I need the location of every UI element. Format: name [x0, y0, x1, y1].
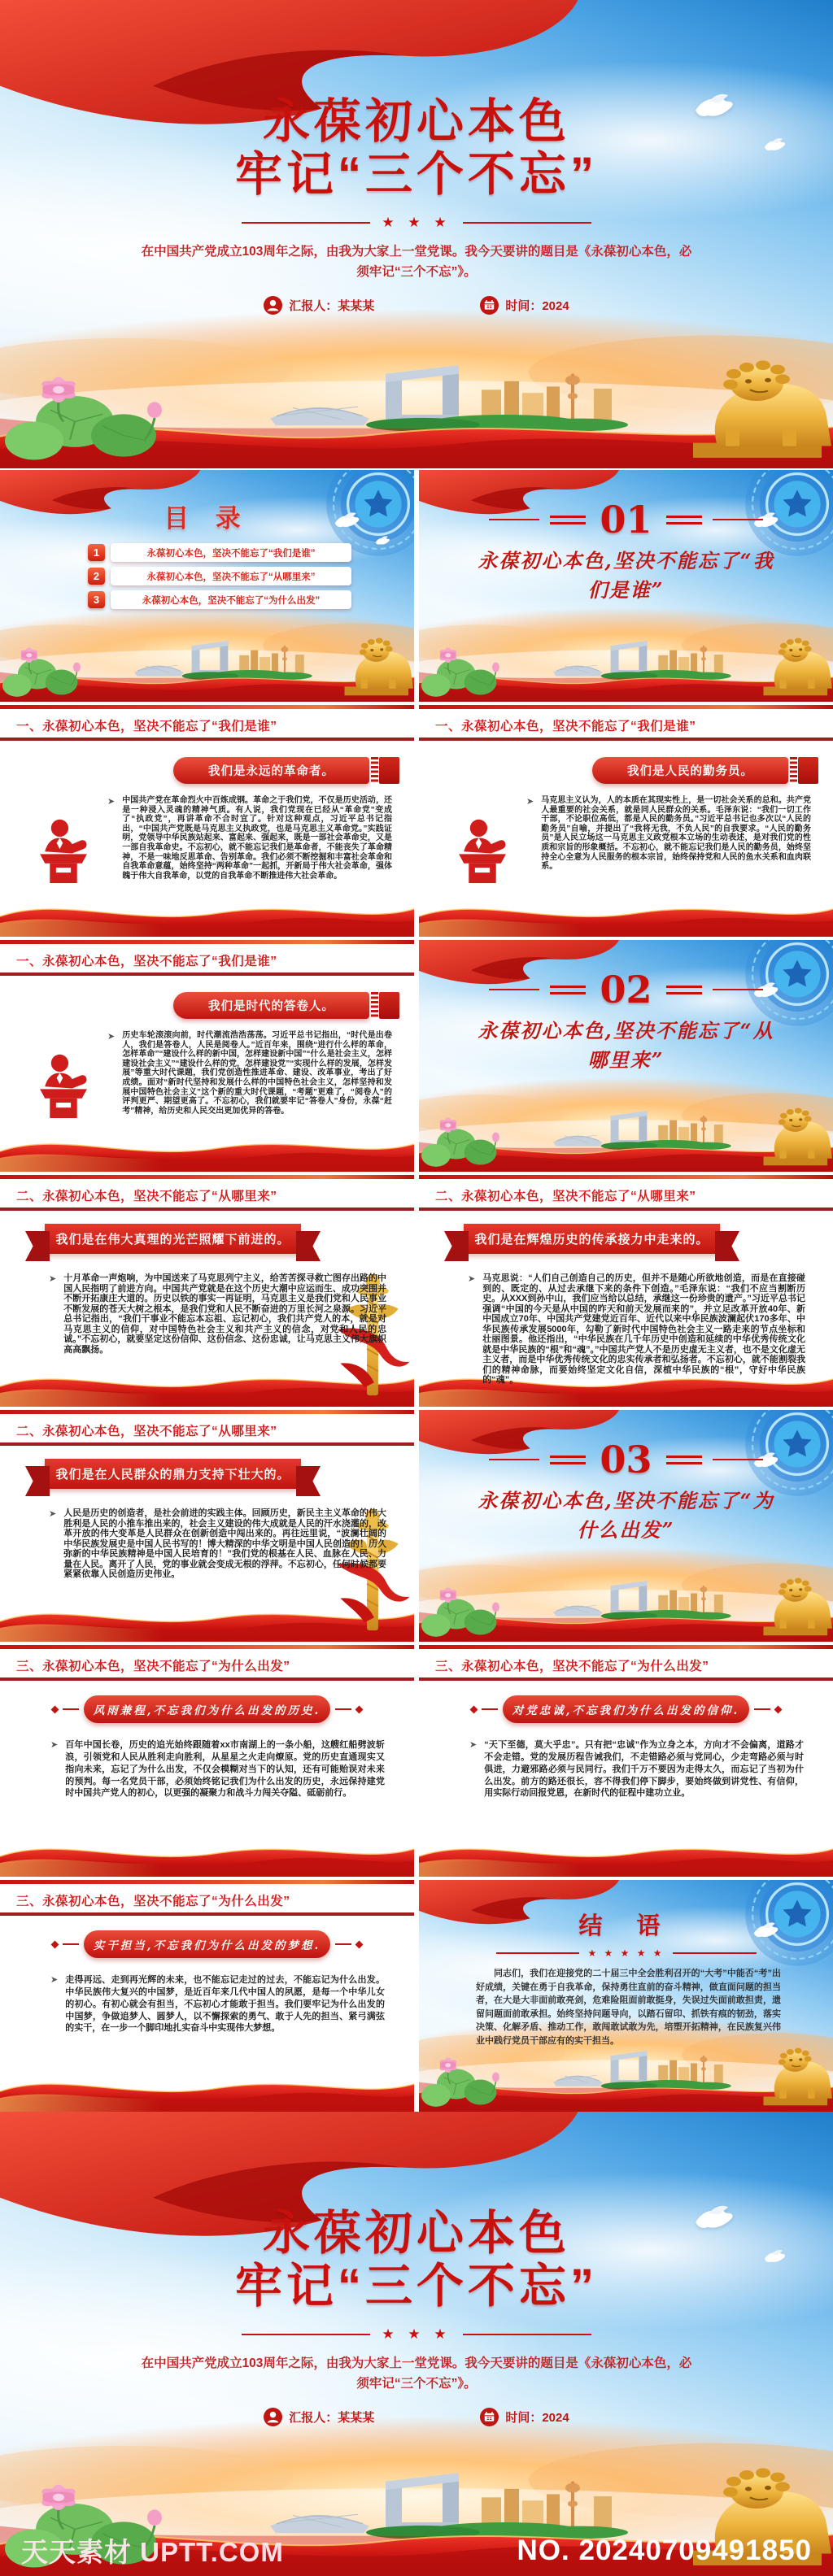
speaker-podium-icon: [33, 1044, 94, 1125]
red-silk-wave-art: [0, 888, 414, 937]
slide-content-1-2: [419, 705, 833, 937]
decor-lines: [666, 1456, 702, 1464]
section-number-row: [419, 1438, 833, 1482]
section-number-row: [419, 968, 833, 1012]
slide-cover: [0, 0, 833, 468]
time-label: 时间：2024: [505, 2410, 569, 2425]
banner-zipper-decor: [371, 992, 378, 1019]
red-silk-wave-art: [419, 1828, 833, 1877]
slide-content-2-3: [0, 1410, 414, 1642]
cover-badges: [0, 2408, 833, 2426]
slide-toc: [0, 470, 414, 702]
section-number-row: [419, 498, 833, 542]
slide-section-03: [419, 1410, 833, 1642]
decor-lines: [550, 1456, 586, 1464]
top-strip: [419, 1175, 833, 1179]
banner-label: 我们是人民的勤务员。: [592, 757, 788, 784]
banner-line-decor: [63, 1943, 79, 1945]
content-paragraph: 人民是历史的创造者，是社会前进的实践主体。回顾历史，新民主主义革命的伟大胜利是人民的小推车推出来的，社会主义建设的伟大成就是人民的汗水浇灌的，改革开放的伟大变革是人民群众在创新创造中闯出来的。再往远里说，“波澜壮阔的中华民族发展史是中国人民书写的！博大精深的中华文明是中国人民创造的！历久弥新的中华民族精神是中国人民培育的！”我们党的根基在人民、血脉在人民、力量在人民。离开了人民，党的事业就会变成无根的浮萍。不忘初心，任何时候都要紧紧依靠人民创造历史伟业。: [63, 1508, 386, 1580]
header-underline: [0, 1442, 414, 1446]
banner-tab-decor: [379, 992, 399, 1019]
slide-section-01: [419, 470, 833, 702]
section-title: [444, 1016, 809, 1075]
banner-label: 风雨兼程,不忘我们为什么出发的历史.: [84, 1695, 330, 1723]
section-title: [444, 1486, 809, 1545]
cover-divider: [242, 2326, 591, 2343]
time-badge: [480, 2408, 569, 2426]
divider-line: [673, 1952, 757, 1954]
content-paragraph: 马克思主义认为，人的本质在其现实性上，是一切社会关系的总和。共产党人最重要的社会关系，就是同人民群众的关系。毛泽东说：“我们一切工作干部，不论职位高低，都是人民的勤务员。”习近平总书记也多次以“人民的勤务员”自喻，并提出了“我将无我，不负人民”的自我要求。“人民的勤务员”是人民立场这一马克思主义政党根本立场的生动表述，是对我们党的性质和宗旨的形象概括。不忘初心，就不能忘记我们是人民的勤务员，始终坚持全心全意为人民服务的根本宗旨，始终保持党和人民的鱼水关系和血肉联系。: [541, 796, 811, 872]
cover-title-line2: 牢记“三个不忘”: [234, 2259, 598, 2313]
time-badge: [480, 296, 569, 315]
slide-content-3-2: [419, 1645, 833, 1877]
banner-dot-decor: [355, 1705, 364, 1713]
slide-conclusion: [419, 1880, 833, 2112]
slide-content-2-1: [0, 1175, 414, 1407]
reporter-label: 汇报人：某某某: [289, 2410, 375, 2425]
banner-line-decor: [335, 1943, 351, 1945]
decor-line: [489, 1459, 539, 1461]
content-banner: [592, 757, 818, 784]
content-header: 一、永葆初心本色，坚决不能忘了“我们是谁”: [16, 720, 277, 733]
decor-lines: [666, 986, 702, 994]
content-body: [107, 796, 392, 881]
city-scenery-art: [419, 1547, 833, 1642]
decor-lines: [666, 516, 702, 524]
city-scenery-art: [0, 607, 414, 702]
banner-label: 我们是时代的答卷人。: [173, 992, 369, 1019]
slide-content-1-1: [0, 705, 414, 937]
arrow-bullet-icon: ➤: [107, 1032, 116, 1042]
cover-title-line1: 永葆初心本色: [262, 95, 570, 148]
time-label: 时间：2024: [505, 298, 569, 313]
decor-lines: [550, 986, 586, 994]
banner-line-decor: [482, 1708, 498, 1710]
header-underline: [419, 1677, 833, 1681]
banner-line-decor: [754, 1708, 770, 1710]
divider-line: [463, 222, 591, 224]
city-scenery-art: [0, 309, 833, 468]
content-header: 三、永葆初心本色，坚决不能忘了“为什么出发”: [435, 1660, 709, 1673]
arrow-bullet-icon: ➤: [49, 1509, 57, 1519]
arrow-bullet-icon: ➤: [526, 797, 534, 807]
red-silk-wave-art: [419, 888, 833, 937]
decor-line: [713, 989, 763, 991]
red-silk-wave-art: [0, 2063, 414, 2112]
conclusion-paragraph: 同志们，我们在迎接党的二十届三中全会胜利召开的“大考”中能否“考”出好成绩，关键在勇于自我革命，保持勇往直前的奋斗精神，做直面问题的担当者，在大是大非面前敢亮剑，危难险阻面前敢挺身，失误过失面前敢担责，遗留问题面前敢承担。始终坚持问题导向，以踏石留印、抓铁有痕的韧劲，落实决策、化解矛盾、推动工作，敢闯敢试敢为先，培塑开拓精神，在民族复兴伟业中践行党员干部应有的实干担当。: [476, 1969, 781, 2046]
banner-dot-decor: [51, 1705, 59, 1713]
content-paragraph: 十月革命一声炮响，为中国送来了马克思列宁主义，给苦苦探寻救亡图存出路的中国人民指明了前进方向。中国共产党就是在这个历史大潮中应运而生、成功突围并不断开拓康庄大道的。历史以铁的事实一再证明，马克思主义是我们党和人民事业不断发展的苍天大树之根本，是我们党和人民不断奋进的万里长河之泉源。习近平总书记指出，“我们干事业不能忘本忘祖、忘记初心，我们共产党人的本，就是对马克思主义的信仰，对中国特色社会主义和共产主义的信念，对党和人民的忠诚。”不忘初心，就要坚定这份信仰、这份信念、这份忠诚，让马克思主义伟大旗帜高高飘扬。: [63, 1273, 386, 1355]
content-banner: [52, 1695, 362, 1723]
slide-content-3-3: [0, 1880, 414, 2112]
content-body: [50, 1739, 385, 1799]
content-banner: [173, 757, 399, 784]
slide-content-3-1: [0, 1645, 414, 1877]
content-header: 三、永葆初心本色，坚决不能忘了“为什么出发”: [16, 1895, 290, 1908]
reporter-badge: [264, 2408, 374, 2426]
content-body: [468, 1273, 805, 1386]
toc-item: [88, 543, 414, 562]
content-banner: 我们是在辉煌历史的传承接力中走来的。: [464, 1224, 720, 1254]
content-paragraph: “天下至德，莫大乎忠”。只有把“忠诚”作为立身之本，方向才不会偏离，道路才不会走错。党的发展历程告诫我们，不走错路必须与党同心，少走弯路必须与时俱进，力避邪路必须与民同行。我们千万不要因为走得太久，而忘记了当初为什么出发。前方的路还很长，容不得我们停下脚步，要始终做到讲党性、有信仰，用实际行动回报党恩，在新时代的征程中建功立业。: [484, 1740, 804, 1799]
banner-line-decor: [63, 1708, 79, 1710]
banner-tab-decor: [798, 757, 818, 784]
arrow-bullet-icon: ➤: [50, 1975, 59, 1985]
content-header: 三、永葆初心本色，坚决不能忘了“为什么出发”: [16, 1660, 290, 1673]
arrow-bullet-icon: ➤: [49, 1274, 57, 1284]
slide-content-2-2: [419, 1175, 833, 1407]
watermark-footer: [0, 2531, 833, 2569]
section-title: [444, 546, 809, 605]
toc-item: [88, 590, 414, 609]
top-strip: [419, 705, 833, 709]
section-title-line2: 哪里来”: [587, 1048, 665, 1072]
content-header: 二、永葆初心本色，坚决不能忘了“从哪里来”: [16, 1425, 277, 1438]
toc-item-label: 永葆初心本色，坚决不能忘了“从哪里来”: [111, 567, 351, 585]
decor-lines: [550, 516, 586, 524]
toc-item-number: 3: [88, 591, 105, 608]
cover-title: [0, 0, 833, 202]
cover-badges: [0, 296, 833, 315]
stars-icon: ★ ★ ★ ★ ★: [587, 1947, 665, 1959]
banner-label: 对党忠诚,不忘我们为什么出发的信仰.: [503, 1695, 749, 1723]
decor-line: [713, 519, 763, 521]
content-banner: 我们是在人民群众的鼎力支持下壮大的。: [45, 1459, 301, 1489]
city-scenery-art: [419, 607, 833, 702]
content-body: [49, 1273, 386, 1355]
content-body: [526, 796, 811, 872]
template-number: NO. 20240709491850: [517, 2534, 812, 2566]
person-icon: [264, 2408, 282, 2426]
red-silk-wave-art: [0, 1828, 414, 1877]
content-paragraph: 马克思说：“人们自己创造自己的历史，但并不是随心所欲地创造，而是在直接碰到的、既定的、从过去承继下来的条件下创造。”毛泽东说：“我们不应当割断历史。从XXX到孙中山，我们应当给以总结，承继这一份珍贵的遗产。”习近平总书记强调“中国的今天是从中国的昨天和前天发展而来的”，并立足改革开放40年、新中国成立70年、中国共产党建党近百年、近代以来中华民族波澜起伏170多年、中华民族传承发展5000年，勾勒了新时代中国特色社会主义一路走来的节点坐标和壮丽图景。他还指出，“中华民族在几千年历史中创造和延续的中华优秀传统文化就是中华民族的“根”和“魂”。”中国共产党人不是历史虚无主义者，也不是文化虚无主义者，而是中华优秀传统文化的忠实传承者和弘扬者。不忘初心，就不能割裂我们的精神命脉，而要始终坚定文化自信，深植中华民族的“根”，守好中华民族的“魂”。: [482, 1273, 805, 1386]
calendar-icon: [480, 2408, 499, 2426]
header-underline: [0, 1208, 414, 1211]
slide-section-02: [419, 940, 833, 1172]
section-number: 03: [600, 1438, 652, 1482]
reporter-badge: [264, 296, 374, 315]
header-underline: [0, 738, 414, 741]
person-icon: [264, 296, 282, 315]
toc-item-number: 1: [88, 544, 105, 561]
speaker-podium-icon: [33, 809, 94, 890]
site-watermark: 天天素材 UPTT.COM: [21, 2537, 284, 2567]
city-scenery-art: [419, 1077, 833, 1172]
toc-title: 目 录: [164, 504, 251, 533]
arrow-bullet-icon: ➤: [50, 1740, 59, 1750]
content-header: 一、永葆初心本色，坚决不能忘了“我们是谁”: [435, 720, 696, 733]
content-body: [107, 1031, 392, 1116]
speaker-podium-icon: [451, 809, 513, 890]
content-body: [50, 1974, 385, 2034]
cover-description: 在中国共产党成立103周年之际，由我为大家上一堂党课。我今天要讲的题目是《永葆初心本色，必须牢记“三个不忘”》。: [141, 244, 692, 279]
decor-line: [489, 989, 539, 991]
decor-line: [489, 519, 539, 521]
content-paragraph: 中国共产党在革命烈火中百炼成钢。革命之于我们党，不仅是历史活动，还是一种浸入灵魂的精神气质。有人说，我们党现在已经从“革命党”变成了“执政党”，再讲革命不合时宜了。针对这种观点，习近平总书记指出，“中国共产党既是马克思主义执政党，也是马克思主义革命党。”实践证明，党领导中华民族站起来、富起来、强起来，既是一部社会革命史，又是一部自我革命史。不忘初心，就不能忘记我们是革命者，不能丧失了革命精神，不是一味地反思革命、告别革命。我们必须不断挖掘和丰富社会革命和自我革命意蕴，始终坚持“两种革命”一起抓，开新局于伟大社会革命，强体魄于伟大自我革命，以党的自我革命不断推进伟大社会革命。: [122, 796, 392, 881]
header-underline: [0, 1677, 414, 1681]
stars-icon: ★ ★ ★: [382, 2326, 451, 2342]
toc-item: [88, 567, 414, 585]
toc-items: [0, 543, 414, 609]
section-title-line1: 永葆初心本色,坚决不能忘了“为: [478, 1489, 774, 1512]
banner-zipper-decor: [790, 757, 797, 784]
toc-item-label: 永葆初心本色，坚决不能忘了“我们是谁”: [111, 543, 351, 562]
banner-dot-decor: [51, 1940, 59, 1948]
header-underline: [419, 1208, 833, 1211]
section-number: 02: [600, 968, 652, 1012]
cover-title: [0, 2112, 833, 2313]
header-underline: [0, 1912, 414, 1916]
content-body: [469, 1739, 804, 1799]
content-banner: [52, 1930, 362, 1958]
banner-dot-decor: [774, 1705, 783, 1713]
top-strip: [0, 1880, 414, 1884]
content-header: 二、永葆初心本色，坚决不能忘了“从哪里来”: [16, 1190, 277, 1203]
top-strip: [0, 1645, 414, 1649]
section-title-line1: 永葆初心本色,坚决不能忘了“我: [478, 549, 774, 572]
cover-title-line1: 永葆初心本色: [262, 2207, 570, 2260]
slide-content-1-3: [0, 940, 414, 1172]
section-title-line2: 什么出发”: [577, 1518, 675, 1542]
divider-line: [242, 222, 370, 224]
content-paragraph: 历史车轮滚滚向前，时代潮流浩浩荡荡。习近平总书记指出，“时代是出卷人，我们是答卷人，人民是阅卷人。”近百年来，围绕“进行什么样的革命，怎样革命”“建设什么样的新中国，怎样建设新中国”“什么是社会主义，怎样建设社会主义”“建设什么样的党，怎样建设党”“实现什么样的发展，怎样发展”等重大时代课题，我们党创造性推进革命、建设、改革事业，考出了好成绩。面对“新时代坚持和发展什么样的中国特色社会主义，怎样坚持和发展中国特色社会主义”这个新的重大时代课题，“考题”更难了，“阅卷人”的评判更严、期望更高了。不忘初心，我们就要牢记“答卷人”身份，永葆“赶考”精神，给历史和人民交出更加优异的答卷。: [122, 1031, 392, 1116]
slide-grid: [0, 468, 833, 2112]
conclusion-divider: [496, 1947, 757, 1959]
conclusion-title: 结 语: [578, 1912, 674, 1939]
content-header: 二、永葆初心本色，坚决不能忘了“从哪里来”: [435, 1190, 696, 1203]
arrow-bullet-icon: ➤: [469, 1740, 478, 1750]
top-strip: [0, 1175, 414, 1179]
top-strip: [0, 705, 414, 709]
arrow-bullet-icon: ➤: [107, 797, 116, 807]
content-banner: 我们是在伟大真理的光芒照耀下前进的。: [45, 1224, 301, 1254]
section-title-line2: 们是谁”: [587, 578, 665, 602]
top-strip: [0, 940, 414, 944]
banner-zipper-decor: [371, 757, 378, 784]
toc-item-number: 2: [88, 568, 105, 585]
cover-divider: [242, 215, 591, 231]
header-underline: [0, 973, 414, 976]
content-banner: [173, 992, 399, 1019]
stars-icon: ★ ★ ★: [382, 214, 451, 230]
banner-dot-decor: [355, 1940, 364, 1948]
cover-description: 在中国共产党成立103周年之际，由我为大家上一堂党课。我今天要讲的题目是《永葆初心本色，必须牢记“三个不忘”》。: [141, 2356, 692, 2391]
divider-line: [496, 1952, 580, 1954]
toc-item-label: 永葆初心本色，坚决不能忘了“为什么出发”: [111, 590, 351, 609]
calendar-icon: [480, 296, 499, 315]
arrow-bullet-icon: ➤: [468, 1274, 476, 1284]
section-number: 01: [600, 498, 652, 542]
section-title-line1: 永葆初心本色,坚决不能忘了“从: [478, 1019, 774, 1042]
divider-line: [463, 2334, 591, 2335]
top-strip: [419, 1645, 833, 1649]
reporter-label: 汇报人：某某某: [289, 298, 375, 313]
slide-back-cover: [0, 2112, 833, 2576]
content-banner: [471, 1695, 781, 1723]
content-paragraph: 走得再远、走到再光辉的未来，也不能忘记走过的过去，不能忘记为什么出发。中华民族伟大复兴的中国梦，是近百年来几代中国人的夙愿，是每一个中华儿女的初心。有初心就会有担当，不忘初心才能敢于担当。我们要牢记为什么出发的中国梦，争做追梦人、圆梦人，以不懈探索的勇气、敢于人先的担当、紧弓满弦的实干，在一步一个脚印地扎实奋斗中实现伟大梦想。: [65, 1975, 385, 2034]
red-silk-wave-art: [0, 1123, 414, 1172]
banner-line-decor: [335, 1708, 351, 1710]
top-strip: [0, 1410, 414, 1414]
content-paragraph: 百年中国长卷，历史的追光始终跟随着xx市南湖上的一条小船，这艘红船劈波斩浪，引领党和人民从胜利走向胜利，从星星之火走向燎原。党的历史直通现实又指向未来，忘记了为什么出发，不仅会模糊对当下的认知，还有可能贻误对未来的预判。每一名党员干部，必须始终铭记我们为什么出发的历史，永远保持建党时中国共产党人的初心，以更强的凝聚力和战斗力闯关夺隘、砥砺前行。: [65, 1740, 385, 1799]
decor-line: [713, 1459, 763, 1461]
content-body: [49, 1508, 386, 1580]
banner-label: 我们是永远的革命者。: [173, 757, 369, 784]
cover-title-line2: 牢记“三个不忘”: [234, 147, 598, 201]
banner-tab-decor: [379, 757, 399, 784]
header-underline: [419, 738, 833, 741]
divider-line: [242, 2334, 370, 2335]
banner-label: 实干担当,不忘我们为什么出发的梦想.: [84, 1930, 330, 1958]
banner-dot-decor: [470, 1705, 478, 1713]
content-header: 一、永葆初心本色，坚决不能忘了“我们是谁”: [16, 955, 277, 968]
